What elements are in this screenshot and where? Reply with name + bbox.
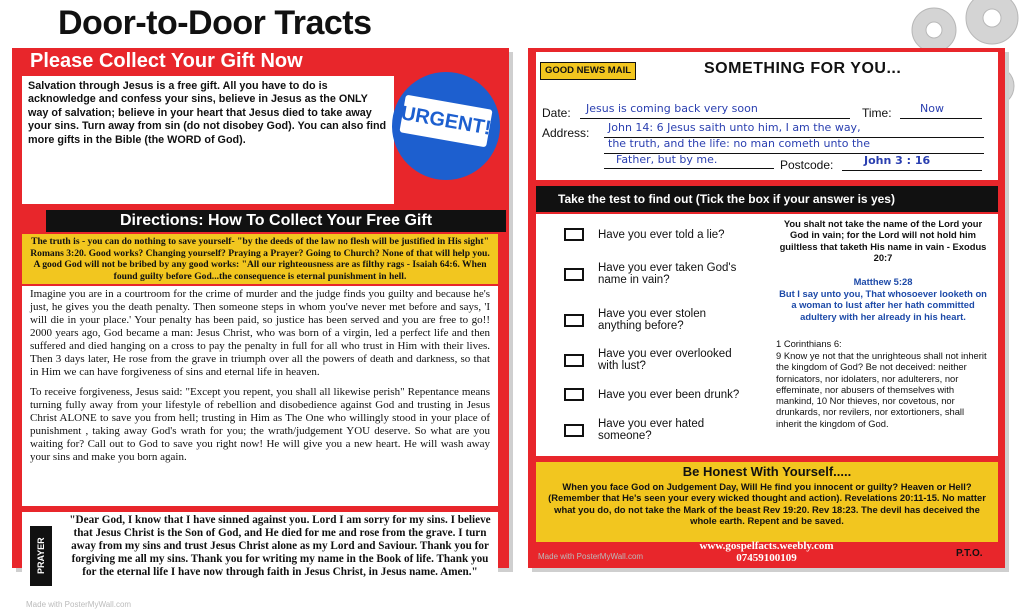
postcode-underline: [842, 170, 982, 171]
address-underline-3: [604, 168, 774, 169]
honest-title: Be Honest With Yourself.....: [682, 464, 852, 479]
forgiveness-paragraph: To receive forgiveness, Jesus said: "Except you repent, you shall all likewise perish" Repentance means turning fully away from your lifestyle of rebellion and disobedience against God and trusting in Jesus Christ ALONE to save you from hell; trusting in Him as The One who willingly stood in your place of punishment , taking away God's wrath for you; the wrath/judgement YOU deserve. So what are you waiting for? Call out to God to save you right now! He will give you a new heart. He will wash away your sins and make you born again.: [30, 386, 490, 463]
question-gods-name: Have you ever taken God's name in vain?: [564, 262, 744, 286]
directions-heading: Directions: How To Collect Your Free Gift: [46, 210, 506, 232]
prayer-label: PRAYER: [30, 526, 52, 586]
phone-number: 07459100109: [736, 552, 797, 564]
postcode-label: Postcode:: [780, 158, 834, 172]
tick-checkbox[interactable]: [564, 354, 584, 367]
question-stolen: Have you ever stolen anything before?: [564, 308, 744, 332]
good-news-mail-badge: GOOD NEWS MAIL: [540, 62, 636, 80]
slide-title: Door-to-Door Tracts: [58, 4, 372, 42]
test-section: [536, 214, 998, 456]
matthew-reference: Matthew 5:28: [853, 276, 913, 287]
question-hated: Have you ever hated someone?: [564, 418, 744, 442]
corinthians-reference: 1 Corinthians 6:: [776, 338, 842, 349]
tick-checkbox[interactable]: [564, 314, 584, 327]
date-underline: [580, 118, 850, 119]
right-watermark: Made with PosterMyWall.com: [538, 552, 644, 561]
time-label: Time:: [862, 106, 892, 120]
gospel-body: [22, 286, 498, 506]
tick-checkbox[interactable]: [564, 388, 584, 401]
courtroom-paragraph: Imagine you are in a courtroom for the crime of murder and the judge finds you guilty and because he's just, he gives you the death penalty. Then someone steps in whom you've never met before and says, 'I will die in your place.' Your penalty has been paid, so justice has been served and you are free to go!! 2000 years ago, God became a man: Jesus Christ, who was born of a virgin, led a perfect life and then suffered and died hanging on a cross to pay the penalty in full for all who trust in Him with their lives. Then 3 days later, He rose from the grave in triumph over all the powers of death and darkness, so that in Him we can have forgiveness of sins and eternal life in heaven.: [30, 288, 490, 378]
truth-text: The truth is - you can do nothing to save yourself- "by the deeds of the law no flesh will be justified in His sight" Romans 3:20. Good works? Changing yourself? Praying a Prayer? Going to Church? None of that will help you. A good God will not be bribed by any good works: "All our righteousness are as filthy rags - Isaiah 64:6. When found guilty before God...the consequence is eternal punishment in hell.: [22, 234, 498, 284]
matthew-verse: But I say unto you, That whosoever looketh on a woman to lust after her hath committed adultery with her already in his heart.: [779, 288, 987, 322]
time-underline: [900, 118, 982, 119]
date-value: Jesus is coming back very soon: [586, 102, 758, 115]
tick-checkbox[interactable]: [564, 228, 584, 241]
left-tract-panel: [12, 48, 509, 609]
urgent-badge: [392, 72, 500, 180]
gift-heading: Please Collect Your Gift Now: [30, 50, 303, 72]
page-number: 2: [498, 600, 503, 609]
question-drunk: Have you ever been drunk?: [564, 388, 744, 401]
address-line-3: Father, but by me.: [616, 153, 718, 166]
question-lust: Have you ever overlooked with lust?: [564, 348, 744, 372]
urgent-label: URGENT!: [399, 95, 492, 148]
website-link[interactable]: www.gospelfacts.weebly.com: [699, 540, 834, 552]
address-line-2: the truth, and the life: no man cometh unto the: [608, 137, 871, 150]
honest-body: When you face God on Judgement Day, Will He find you innocent or guilty? Heaven or Hell? (Remember that He's seen your every wicked thought and action). Revelations 20:11-15. No matter what you do, do not take the Mark of the beast Rev 19:20. Rev 18:23. The devil has deceived the whole earth. Repent and be saved.: [548, 481, 986, 526]
prayer-text: "Dear God, I know that I have sinned against you. Lord I am sorry for my sins. I believe that Jesus Christ is the Son of God, and He died for me and rose from the grave. I turn away from my sins and trust Jesus Christ alone as my Lord and Saviour. Thank you for forgiving me all my sins. Thank you for writing my name in the Book of life. Thank you for the eternal life I have now through faith in Jesus Christ, in Jesus name. Amen.": [22, 512, 498, 608]
pto-label: P.T.O.: [956, 548, 983, 559]
right-tract-panel: [528, 48, 1005, 568]
intro-text: Salvation through Jesus is a free gift. All you have to do is acknowledge and confess your sins, believe in Jesus as the ONLY way of salvation; believe in your heart that Jesus died to take away your sins. Turn away from sin (do not disobey God). You can also find more gifts in the Bible (the WORD of God).: [22, 76, 394, 204]
test-heading: Take the test to find out (Tick the box if your answer is yes): [536, 186, 998, 212]
corinthians-verse: 9 Know ye not that the unrighteous shall not inherit the kingdom of God? Be not deceived: neither fornicators, nor idolaters, nor adulterers, nor effeminate, nor abusers of themselves with mankind, 10 Nor thieves, nor covetous, nor drunkards, nor revilers, nor extortioners, shall inherit the kingdom of God.: [776, 350, 987, 429]
left-watermark: Made with PosterMyWall.com: [26, 600, 132, 609]
be-honest-box: [536, 462, 998, 542]
exodus-verse: You shalt not take the name of the Lord your God in vain; for the Lord will not hold him guiltless that taketh His name in vain - Exodus 20:7: [779, 218, 987, 263]
question-lie: Have you ever told a lie?: [564, 228, 744, 241]
tick-checkbox[interactable]: [564, 268, 584, 281]
address-line-1: John 14: 6 Jesus saith unto him, I am the way,: [608, 121, 861, 134]
tick-checkbox[interactable]: [564, 424, 584, 437]
time-value: Now: [920, 102, 944, 115]
postcode-value: John 3 : 16: [864, 154, 931, 167]
address-label: Address:: [542, 126, 590, 140]
something-heading: SOMETHING FOR YOU...: [704, 60, 902, 77]
date-label: Date:: [542, 106, 571, 120]
